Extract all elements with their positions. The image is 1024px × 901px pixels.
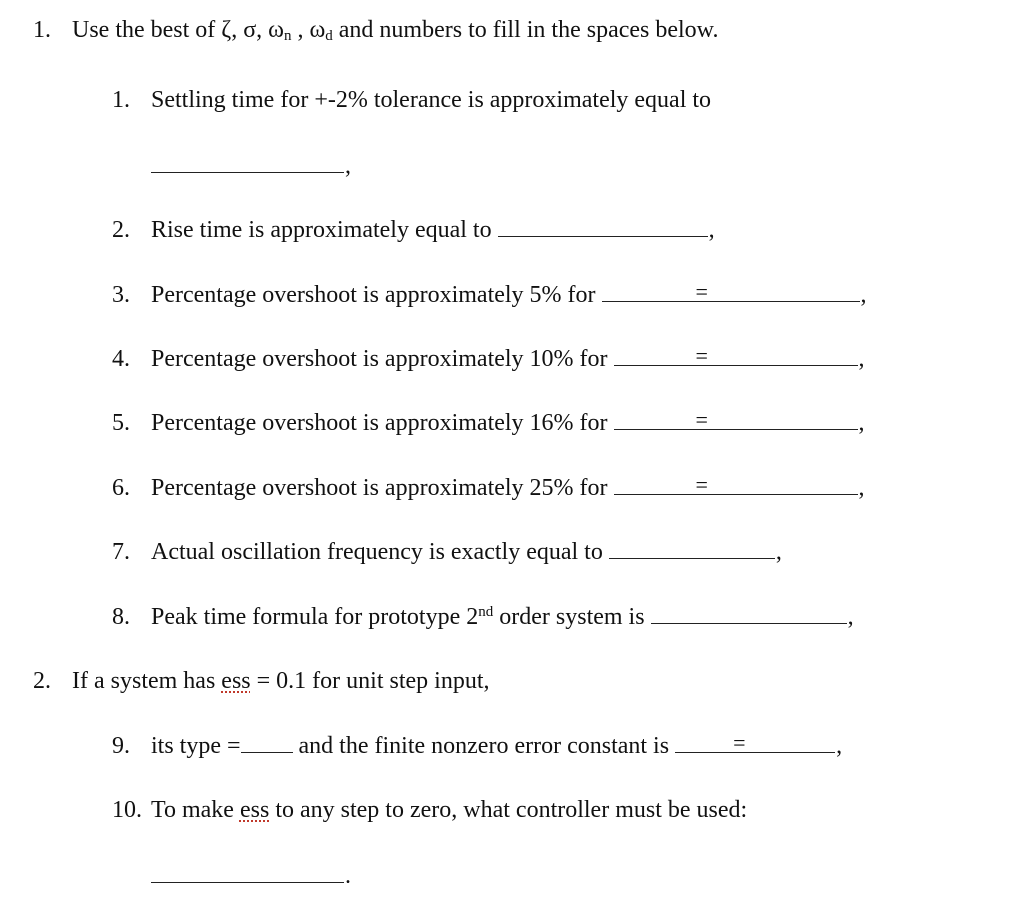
question-number: 1.: [112, 87, 130, 113]
question-text-before: Peak time formula for prototype 2: [151, 604, 479, 630]
question-text-middle: and the finite nonzero error constant is: [292, 733, 670, 759]
section-1-prefix: Use the best of: [72, 17, 222, 43]
sep: ,: [256, 17, 269, 43]
sigma-symbol: σ: [243, 17, 257, 43]
sep: ,: [231, 17, 244, 43]
question-text: Settling time for +-2% tolerance is approximately equal to: [151, 87, 712, 113]
question-number: 5.: [112, 410, 130, 436]
answer-blank[interactable]: [614, 409, 858, 430]
sep: ,: [291, 17, 310, 43]
question-number: 4.: [112, 346, 130, 372]
question-text-after: order system is: [493, 604, 645, 630]
ess-term: ess: [239, 797, 270, 823]
question-text: Percentage overshoot is approximately 25% for: [151, 475, 608, 501]
trailing-period: .: [345, 863, 351, 889]
trailing-comma: ,: [775, 539, 782, 565]
trailing-comma: ,: [860, 282, 867, 308]
question-text-row: [151, 216, 715, 244]
equals-sign: =: [733, 730, 746, 755]
question-number: 2.: [112, 217, 130, 243]
answer-blank[interactable]: [151, 862, 344, 883]
question-number: 7.: [112, 539, 130, 565]
answer-blank[interactable]: [614, 474, 858, 495]
question-text-row: [151, 732, 842, 760]
equals-sign: =: [695, 472, 708, 497]
question-number: 10.: [112, 797, 142, 823]
question-number: 9.: [112, 733, 130, 759]
question-number: 6.: [112, 475, 130, 501]
question-number: 8.: [112, 604, 130, 630]
question-text: Percentage overshoot is approximately 10% for: [151, 346, 608, 372]
trailing-comma: ,: [847, 604, 854, 630]
question-text-row: [151, 603, 854, 631]
question-text-row: [151, 474, 865, 502]
ess-term: ess: [221, 668, 251, 694]
trailing-comma: ,: [858, 410, 865, 436]
answer-blank[interactable]: [609, 538, 775, 559]
answer-blank[interactable]: [602, 281, 860, 302]
question-text-before: To make: [151, 797, 240, 823]
question-text-before: its type =: [151, 733, 241, 759]
type-answer-blank[interactable]: [241, 732, 293, 753]
section-2-text-before: If a system has: [72, 668, 222, 694]
trailing-comma: ,: [858, 475, 865, 501]
section-2-number: 2.: [33, 668, 51, 694]
section-1-number: 1.: [33, 17, 51, 43]
question-1-answer-line: [151, 152, 351, 180]
trailing-comma: ,: [858, 346, 865, 372]
zeta-symbol: ζ: [221, 17, 232, 43]
section-1-text: [72, 16, 718, 44]
question-number: 3.: [112, 282, 130, 308]
question-text-row: [151, 538, 782, 566]
equals-sign: =: [695, 279, 708, 304]
equals-sign: =: [695, 407, 708, 432]
section-2-text-after: = 0.1 for unit step input,: [250, 668, 490, 694]
question-text-row: [151, 345, 865, 373]
answer-blank[interactable]: [151, 152, 344, 173]
trailing-comma: ,: [345, 153, 351, 179]
ordinal-suffix: nd: [478, 604, 494, 620]
section-2-text: [72, 667, 490, 695]
question-text-row: [151, 409, 865, 437]
omega-d-symbol: $\omega_d$: [309, 17, 333, 44]
trailing-comma: ,: [836, 733, 843, 759]
question-text-after: to any step to zero, what controller must be used:: [269, 797, 748, 823]
answer-blank[interactable]: [498, 216, 708, 237]
question-text-row: [151, 796, 747, 824]
omega-n-symbol: $\omega_n$: [268, 17, 292, 44]
answer-blank[interactable]: [675, 732, 835, 753]
question-text-row: [151, 281, 867, 309]
trailing-comma: ,: [708, 217, 715, 243]
question-text: Actual oscillation frequency is exactly equal to: [151, 539, 603, 565]
answer-blank[interactable]: [614, 345, 858, 366]
question-text: Percentage overshoot is approximately 5% for: [151, 282, 596, 308]
question-10-answer-line: [151, 862, 351, 890]
question-text: Rise time is approximately equal to: [151, 217, 492, 243]
answer-blank[interactable]: [651, 603, 847, 624]
question-text: Percentage overshoot is approximately 16% for: [151, 410, 608, 436]
section-1-suffix: and numbers to fill in the spaces below.: [332, 17, 719, 43]
equals-sign: =: [695, 343, 708, 368]
